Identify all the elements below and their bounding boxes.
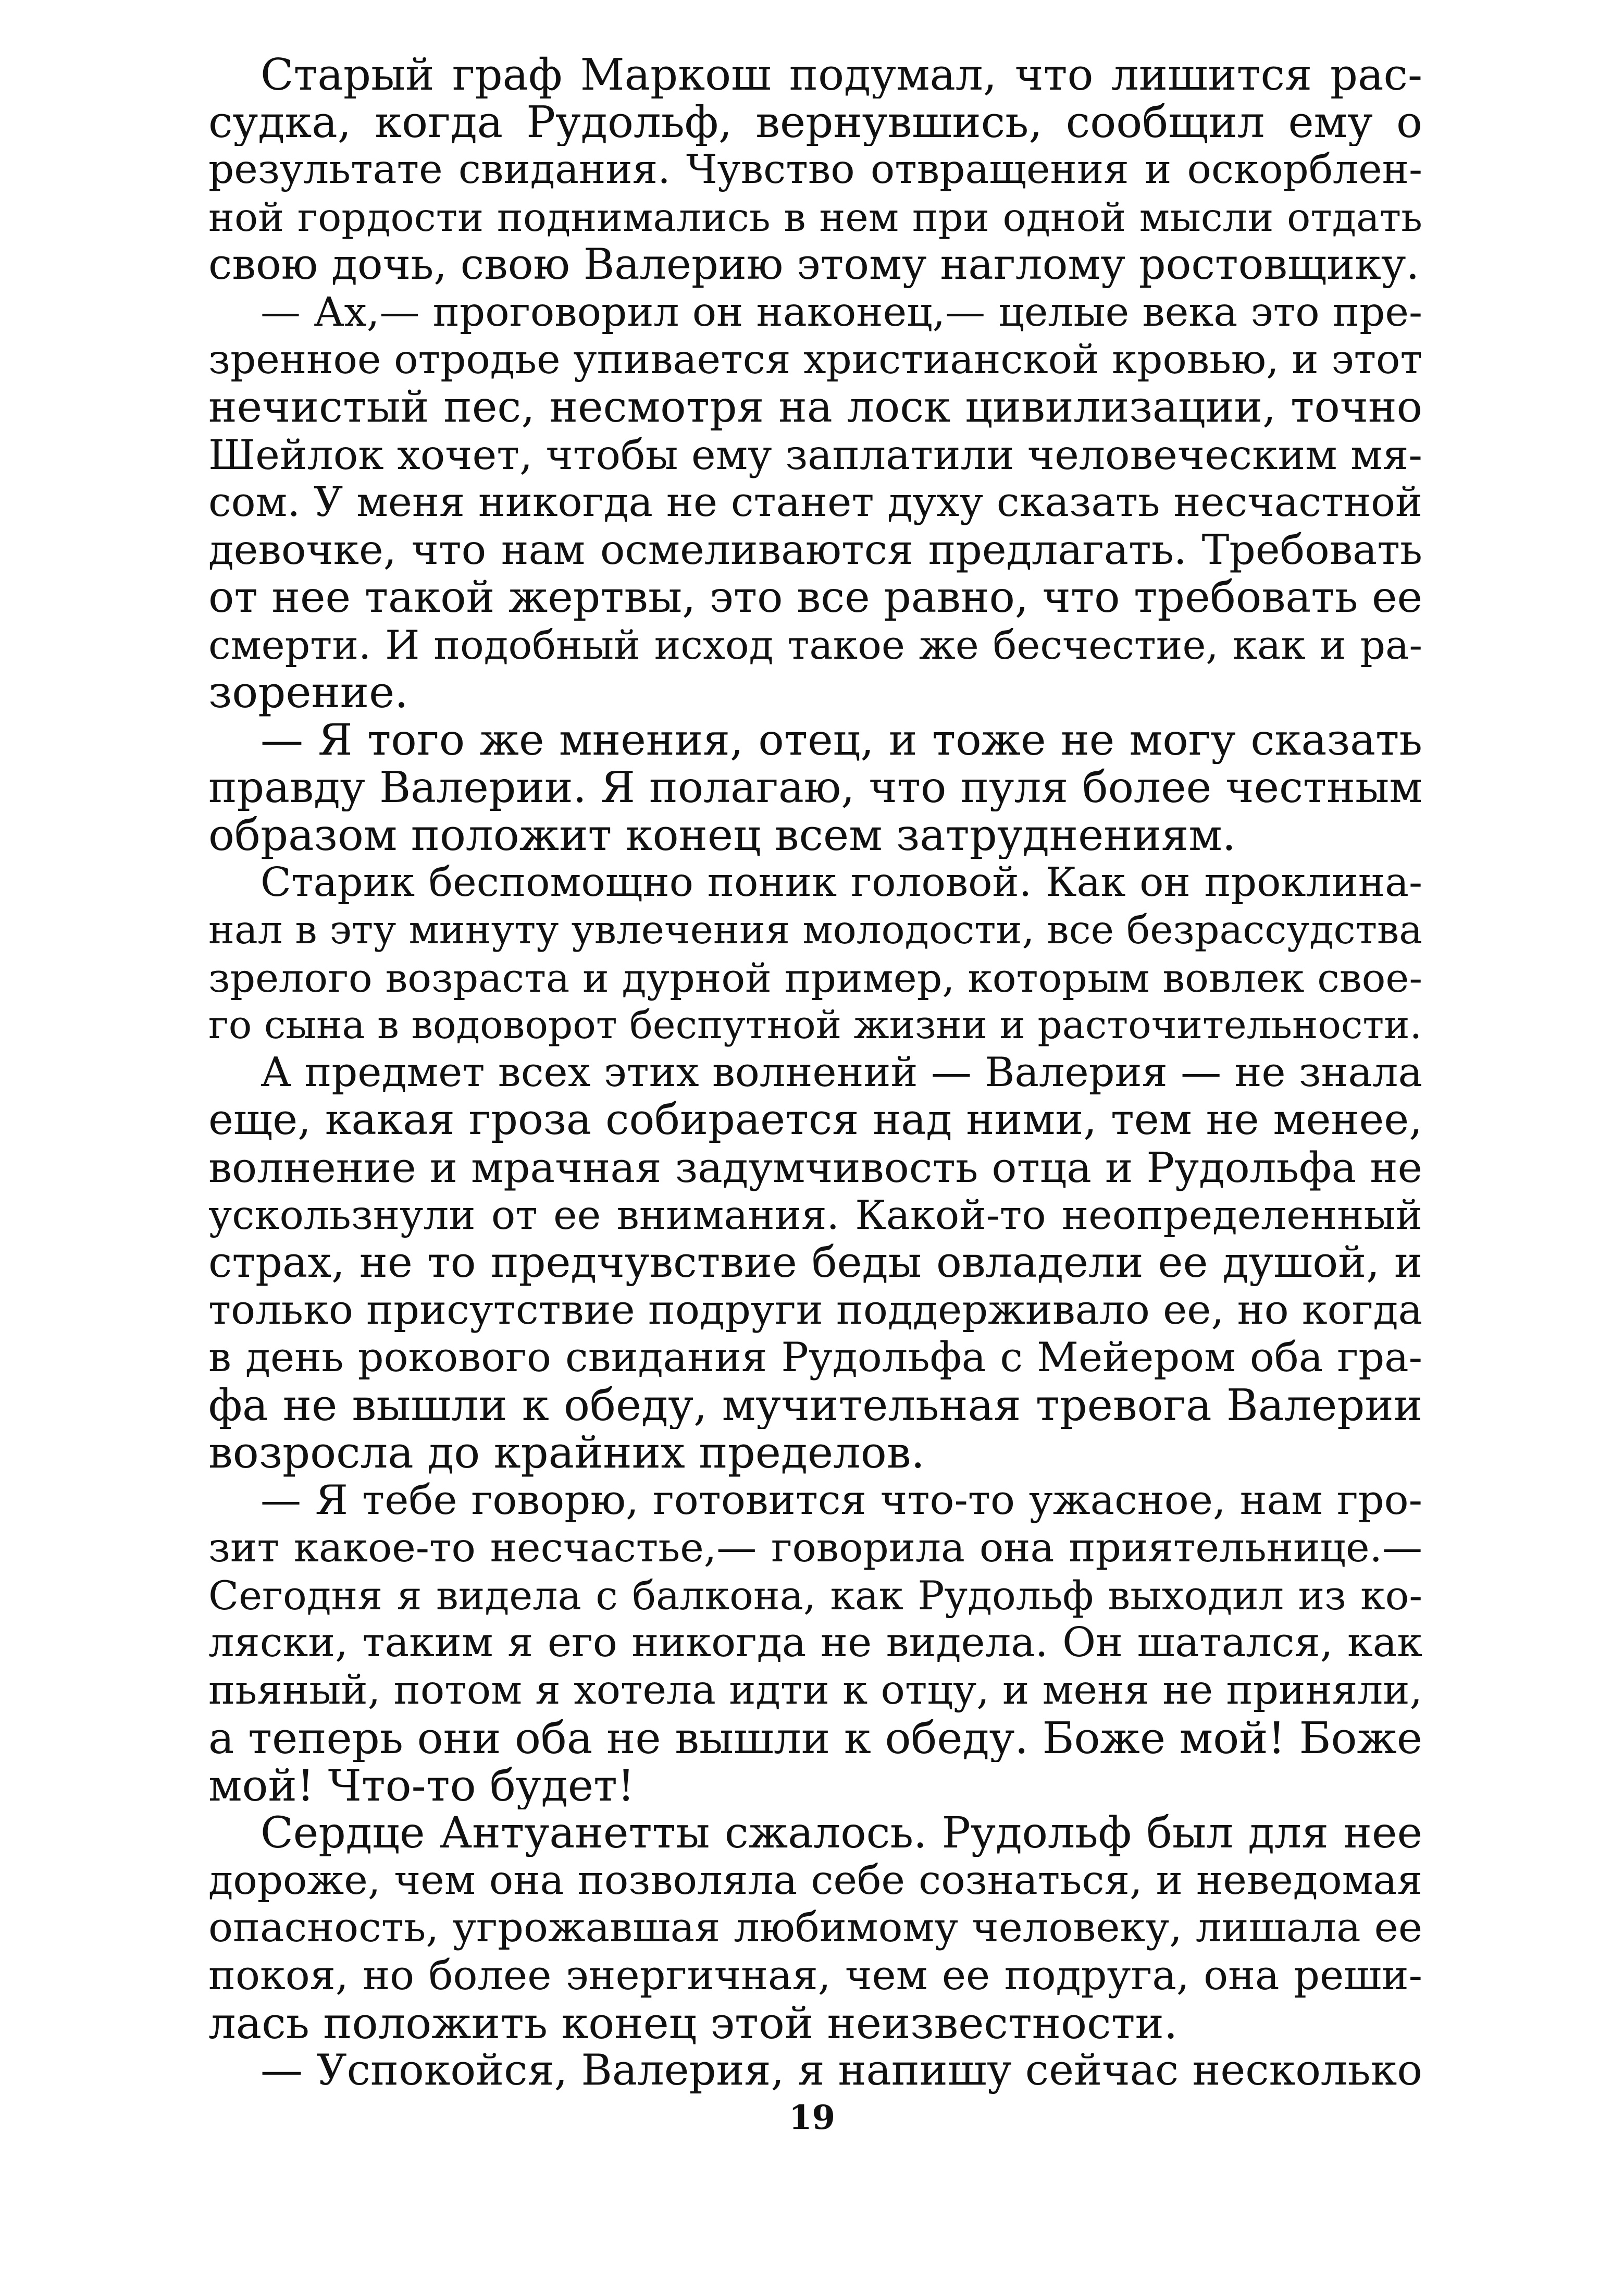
text-line: — Успокойся, Валерия, я напишу сейчас несколько [261,2047,1422,2095]
text-line: Сегодня я видела с балкона, как Рудольф выходил из ко- [208,1572,1422,1619]
text-line: страх, не то предчувствие беды овладели ее душой, и [208,1239,1422,1287]
text-line: зренное отродье упивается христианской кровью, и этот [208,337,1422,384]
text-line: пьяный, потом я хотела идти к отцу, и меня не приняли, [208,1667,1422,1714]
text-line: в день рокового свидания Рудольфа с Мейером оба гра- [208,1334,1422,1382]
text-line: мой! Что-то будет! [208,1761,635,1809]
text-line: от нее такой жертвы, это все равно, что требовать ее [208,574,1422,622]
text-line: лась положить конец этой неизвестности. [208,1999,1178,2047]
text-line: — Я тебе говорю, готовится что-то ужасное, нам гро- [261,1476,1422,1524]
text-line: фа не вышли к обеду, мучительная тревога Валерии [208,1382,1422,1430]
text-line: свою дочь, свою Валерию этому наглому ростовщику. [208,241,1420,289]
page-number: 19 [788,2098,836,2137]
text-line: Старик беспомощно поник головой. Как он проклина- [261,859,1422,906]
text-line: а теперь они оба не вышли к обеду. Боже мой! Боже [208,1714,1422,1762]
text-line: Старый граф Маркош подумал, что лишится рас- [261,51,1422,99]
text-line: дороже, чем она позволяла себе сознаться, и неведомая [208,1857,1422,1904]
text-line: судка, когда Рудольф, вернувшись, сообщил ему о [208,98,1422,146]
text-line: нечистый пес, несмотря на лоск цивилизации, точно [208,384,1422,432]
text-line: девочке, что нам осмеливаются предлагать. Требовать [208,526,1422,574]
text-line: — Ах,— проговорил он наконец,— целые века это пре- [261,289,1422,336]
text-line: опасность, угрожавшая любимому человеку, лишала ее [208,1904,1422,1952]
text-line: — Я того же мнения, отец, и тоже не могу сказать [261,716,1422,764]
text-line: ной гордости поднимались в нем при одной мысли отдать [208,194,1422,240]
text-line: правду Валерии. Я полагаю, что пуля более честным [208,763,1422,811]
body-text [208,51,1422,2094]
text-line: ляски, таким я его никогда не видела. Он шатался, как [208,1619,1422,1667]
text-line: возросла до крайних пределов. [208,1429,925,1477]
text-line: Шейлок хочет, чтобы ему заплатили человеческим мя- [208,431,1422,479]
text-line: покоя, но более энергичная, чем ее подруга, она реши- [208,1952,1422,1999]
text-line: результате свидания. Чувство отвращения и оскорблен- [208,146,1422,193]
text-line: зрелого возраста и дурной пример, которым вовлек свое- [208,954,1422,1001]
text-line: образом положит конец всем затруднениям. [208,811,1236,859]
text-line: го сына в водоворот беспутной жизни и расточительности. [208,1002,1422,1048]
text-line: Сердце Антуанетты сжалось. Рудольф был для нее [261,1809,1422,1857]
text-line: зит какое-то несчастье,— говорила она приятельнице.— [208,1524,1422,1571]
text-line: еще, какая гроза собирается над ними, тем не менее, [208,1096,1422,1144]
text-line: нал в эту минуту увлечения молодости, все безрассудства [208,907,1422,953]
text-line: смерти. И подобный исход такое же бесчестие, как и ра- [208,622,1422,669]
text-line: только присутствие подруги поддерживало ее, но когда [208,1286,1422,1334]
text-line: волнение и мрачная задумчивость отца и Рудольфа не [208,1144,1422,1192]
text-line: сом. У меня никогда не станет духу сказать несчастной [208,478,1422,526]
text-line: А предмет всех этих волнений — Валерия — не знала [261,1049,1422,1096]
text-line: зорение. [208,669,408,717]
text-line: ускользнули от ее внимания. Какой-то неопределенный [208,1192,1422,1239]
